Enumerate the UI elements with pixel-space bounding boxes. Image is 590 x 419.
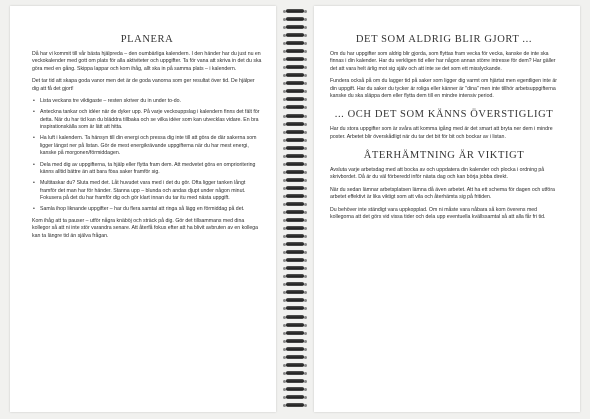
spiral-ring — [283, 57, 307, 62]
spiral-ring — [283, 41, 307, 46]
spiral-ring — [283, 355, 307, 360]
spiral-ring — [283, 315, 307, 320]
spiral-ring — [283, 210, 307, 215]
spiral-ring — [283, 371, 307, 376]
spiral-ring — [283, 395, 307, 400]
spiral-ring — [283, 379, 307, 384]
spiral-ring — [283, 114, 307, 119]
spiral-ring — [283, 170, 307, 175]
spiral-ring — [283, 65, 307, 70]
spiral-ring — [283, 186, 307, 191]
spiral-ring — [283, 218, 307, 223]
section-title-recovery: ÅTERHÄMTNING ÄR VIKTIGT — [363, 150, 525, 161]
spiral-ring — [283, 194, 307, 199]
spiral-ring — [283, 282, 307, 287]
list-item: • Dela med dig av uppgifterna, ta hjälp eller flytta fram dem. Att medvetet göra en omprioritering känns alltid bättre än att bara fösa saker framför sig. — [40, 162, 262, 177]
closing-paragraph: Kom ihåg att ta pauser – utför några knäböj och sträck på dig. Gör det tillsammans med dina kollegor så att ni inte stör varandra senare. Att återfå fokus efter att ha blivit avbruten av en kollega kan ta längre tid än själva frågan. — [32, 217, 259, 239]
spiral-ring — [283, 81, 307, 86]
left-page-content — [32, 34, 262, 402]
spiral-ring — [283, 9, 307, 14]
spiral-ring — [283, 347, 307, 352]
left-page — [10, 6, 276, 412]
right-page — [314, 6, 580, 412]
spiral-ring — [283, 331, 307, 336]
spiral-ring — [283, 49, 307, 54]
spiral-ring — [283, 266, 307, 271]
spiral-ring — [283, 89, 307, 94]
habits-paragraph: Det tar tid att skapa goda vanor men det är de goda vanorna som ger resultat över tid. De hjälper dig att få det gjort! — [32, 78, 255, 92]
spiral-ring — [283, 258, 307, 263]
spiral-ring — [283, 162, 307, 167]
list-item: • Multitaskar du? Sluta med det. Låt huvudet vara med i det du gör. Ofta ligger tanken långt framför det man har för händer. Stanna upp – blunda och andas djupt under någon minut. Fokusera på det du har framför dig och gör klart innan du tar itu med nästa uppgift. — [40, 180, 262, 202]
spiral-ring — [283, 250, 307, 255]
tips-list — [32, 98, 262, 214]
list-item: • Ha luft i kalendern. Ta hänsyn till din energi och pressa dig inte till att göra de där sakerna som ligger längst ner på listan. Gör de mest energikrävande uppgifterna när du har mest energi, kanske på morgonen/förmiddagen. — [40, 135, 262, 157]
spiral-ring — [283, 146, 307, 151]
list-item: • Samla ihop liknande uppgifter – har du flera samtal att ringa så lägg en förmiddag på det. — [40, 206, 262, 213]
intro-paragraph: Då har vi kommit till vår bästa hjälpreda – den oumbärliga kalendern. I den händer har du just nu en veckokalender med gott om plats för alla aktiviteter och uppgifter. Ta för vana att skriva in det du ska göra med en gång. Skippa lappar och kom ihåg, allt ska in på samma plats – i kalendern. — [32, 51, 262, 72]
spiral-ring — [283, 202, 307, 207]
spiral-ring — [283, 323, 307, 328]
spiral-ring — [283, 242, 307, 247]
spiral-ring — [283, 290, 307, 295]
list-item: • Anteckna tankar och idéer när de dyker upp. På varje veckouppslag i kalendern finns det fält för detta. När du har tid kan du bläddra tillbaka och se vilka idéer som kan utvecklas vidare. En bra inspirationskälla som är lätt att hitta. — [40, 109, 262, 131]
spiral-ring — [283, 274, 307, 279]
spiral-ring — [283, 138, 307, 143]
spiral-ring — [283, 17, 307, 22]
paragraph: När du sedan lämnar arbetsplatsen lämna då även arbetet. Att ha ett schema för dagen och utföra arbetet effektivt är lika viktigt som att vila och återhämta sig på fritiden. — [330, 186, 555, 201]
spiral-ring — [283, 306, 307, 311]
spiral-ring — [283, 403, 307, 408]
spiral-ring — [283, 363, 307, 368]
spiral-ring — [283, 105, 307, 110]
spiral-ring — [283, 154, 307, 159]
paragraph: Fundera också på om du lagger tid på saker som ligger dig varmt om hjärtat men egentligen inte är din uppgift. Har du saker du tycker är roliga eller känner är "dina" men inte tillhör arbetsuppgifterna kanske du ska släppa dem eller flytta dem till en mindre intensiv period. — [330, 78, 557, 99]
spiral-ring — [283, 387, 307, 392]
spiral-ring — [283, 234, 307, 239]
spiral-ring — [283, 25, 307, 30]
paragraph: Om du har uppgifter som aldrig blir gjorda, som flyttas fram vecka för vecka, kanske de inte ska finnas i din kalender. Har du verkligen tid eller har någon annan större intresse för dem? Har gäller det att vara helt ärlig mot sig själv och att inte se det som ett misslyckande. — [330, 51, 556, 72]
spiral-ring — [283, 33, 307, 38]
list-item: • Lista veckans tre viktigaste – resten skriver du in under to-do. — [40, 98, 262, 105]
spiral-ring — [283, 73, 307, 78]
spiral-ring — [283, 97, 307, 102]
spiral-ring — [283, 339, 307, 344]
paragraph: Har du stora uppgifter som är svåra att komma igång med är det smart att bryta ner dem i mindre poster. Arbetet blir överskådligt när du tar det bit för bit och bockar av i listan. — [330, 126, 553, 140]
section-title-never-done: DET SOM ALDRIG BLIR GJORT ... — [355, 34, 533, 45]
spiral-ring — [283, 122, 307, 127]
spiral-ring — [283, 298, 307, 303]
section-title-planera: PLANERA — [120, 34, 174, 45]
spiral-binding — [283, 8, 307, 410]
spiral-ring — [283, 178, 307, 183]
right-page-content — [330, 34, 558, 402]
spiral-ring — [283, 226, 307, 231]
paragraph: Avsluta varje arbetsdag med att bocka av och uppdatera din kalender och plocka i ordning på skrivbordet. Då är du väl förberedd inför nästa dag och kan börja jobba direkt. — [330, 167, 545, 181]
paragraph: Du behöver inte ständigt vara uppkopplad. Om ni måste vara nåbara så kom överens med kollegorna att det görs vid vissa tider och dela upp eventuella kvällssamtal så att alla får fri tid. — [330, 206, 546, 220]
section-title-overwhelming: ... OCH DET SOM KÄNNS ÖVERSTIGLIGT — [334, 109, 554, 121]
spiral-ring — [283, 130, 307, 135]
